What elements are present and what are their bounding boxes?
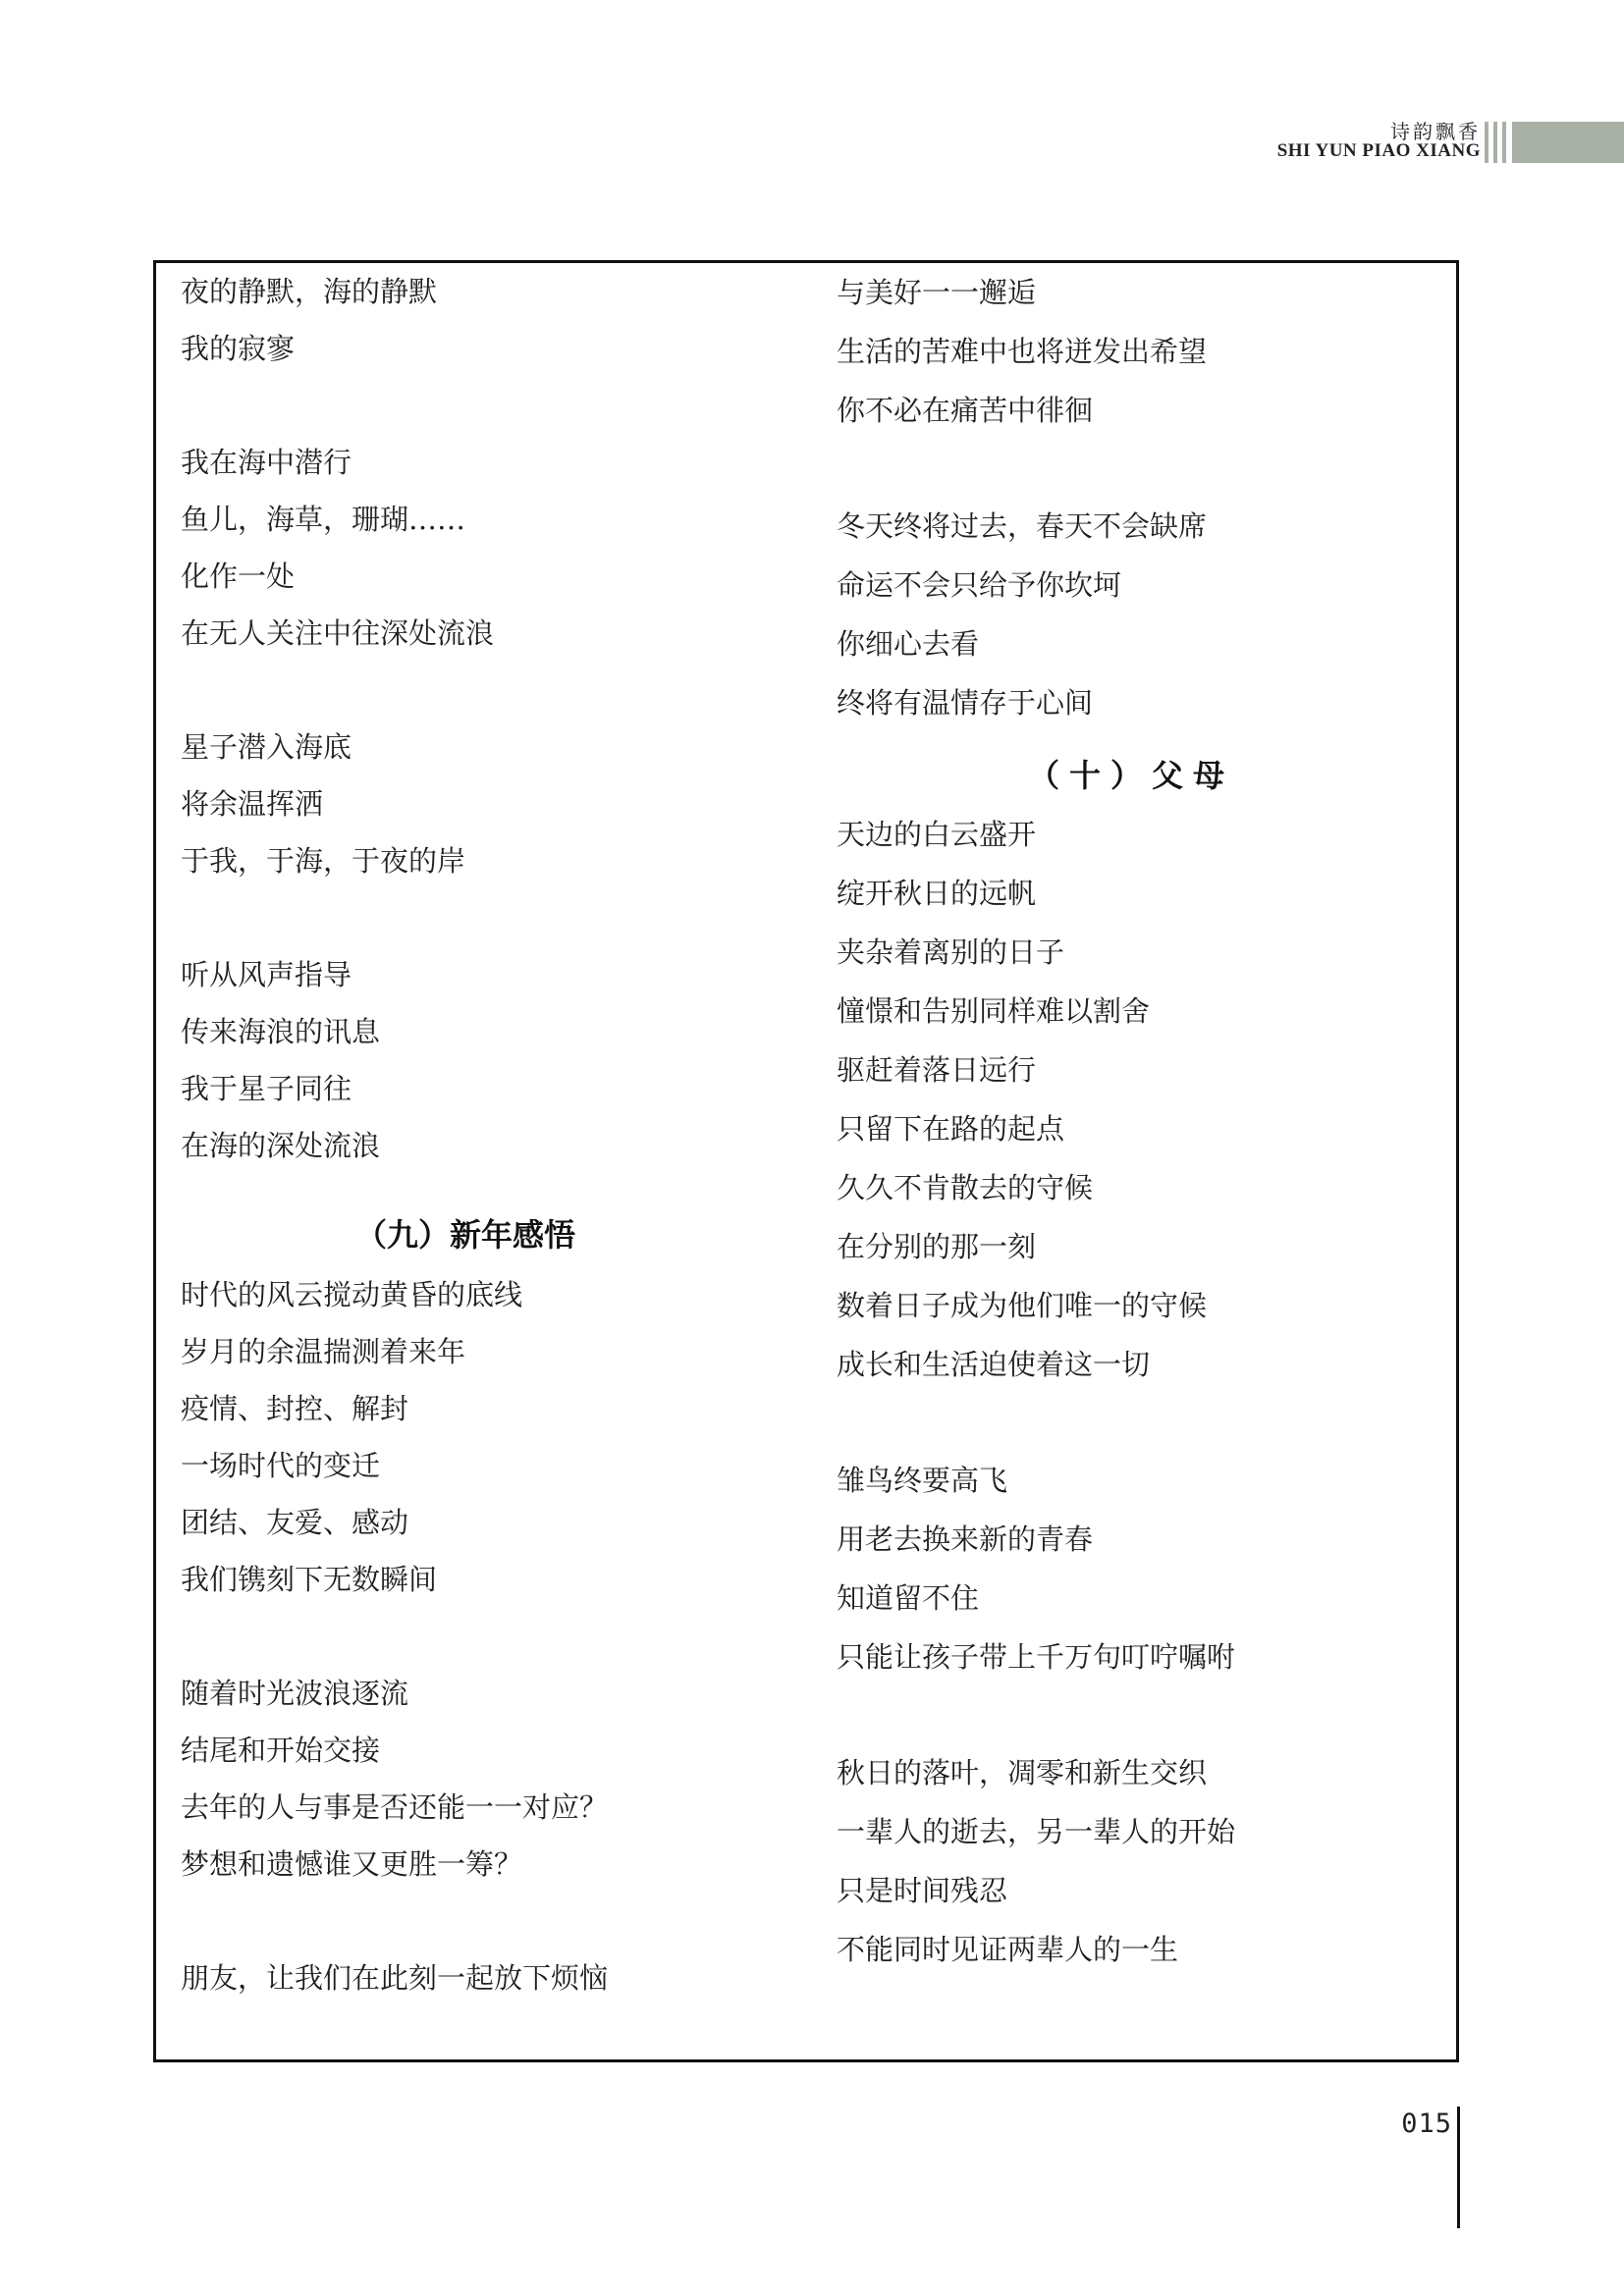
poem-line: 听从风声指导 [181,958,352,991]
poem-line: 一辈人的逝去，另一辈人的开始 [837,1815,1236,1848]
poem-line: 成长和生活迫使着这一切 [837,1348,1151,1381]
poem-line: 鱼儿，海草，珊瑚…… [181,503,466,536]
stanza [181,1949,731,2006]
left-column [181,263,731,2006]
poem-line: 于我，于海，于夜的岸 [181,844,466,878]
poem-line: 时代的风云搅动黄昏的底线 [181,1278,523,1311]
stanza [837,1743,1426,1979]
poem-line: 星子潜入海底 [181,730,352,764]
header-bar [1493,122,1497,163]
poem-line: 岁月的余温揣测着来年 [181,1335,466,1368]
poem-line: 不能同时见证两辈人的一生 [837,1933,1179,1966]
poem-title-9: （九）新年感悟 [354,1216,575,1254]
poem-line: 雏鸟终要高飞 [837,1464,1008,1497]
poem-line: 你细心去看 [837,627,980,661]
poem-line: 将余温挥洒 [181,787,324,821]
poem-line: 我在海中潜行 [181,446,352,479]
poem-line: 憧憬和告别同样难以割舍 [837,994,1151,1028]
poem-line: 只留下在路的起点 [837,1112,1065,1146]
poem-line: 只是时间残忍 [837,1874,1008,1907]
poem-line: 你不必在痛苦中徘徊 [837,394,1094,427]
page-number: 015 [1401,2109,1452,2139]
poem-line: 梦想和遗憾谁又更胜一筹？ [181,1847,523,1881]
poem-line: 与美好一一邂逅 [837,276,1037,309]
poem-line: 化作一处 [181,560,296,593]
poem-line: 朋友，让我们在此刻一起放下烦恼 [181,1961,609,1995]
header-bar-block [1512,122,1624,163]
stanza [837,1451,1426,1686]
stanza [181,719,731,889]
stanza [181,1665,731,1893]
poem-line: 疫情、封控、解封 [181,1392,409,1425]
poem-line: 团结、友爱、感动 [181,1506,409,1539]
poem-line: 秋日的落叶，凋零和新生交织 [837,1756,1208,1789]
header-bar [1485,122,1489,163]
poem-line: 在海的深处流浪 [181,1129,381,1162]
poem-line: 天边的白云盛开 [837,818,1037,851]
stanza [181,946,731,1174]
poem-line: 结尾和开始交接 [181,1734,381,1767]
poem-line: 用老去换来新的青春 [837,1522,1094,1556]
poem-line: 随着时光波浪逐流 [181,1677,409,1710]
poem-line: 一场时代的变迁 [181,1449,381,1482]
stanza [837,497,1426,732]
poem-line: 夜的静默，海的静默 [181,275,438,308]
header-decoration-bars [1485,122,1624,163]
poem-line: 在分别的那一刻 [837,1230,1037,1263]
stanza [181,434,731,662]
stanza [181,263,731,377]
header-title-en: SHI YUN PIAO XIANG [1276,140,1481,161]
poem-line: 我的寂寥 [181,332,296,365]
stanza [181,1266,731,1608]
poem-line: 我们镌刻下无数瞬间 [181,1563,438,1596]
poem-line: 驱赶着落日远行 [837,1053,1037,1087]
poem-line: 终将有温情存于心间 [837,686,1094,720]
header-title-cn: 诗韵飘香 [1390,120,1481,143]
page-number-rule [1457,2107,1460,2228]
poem-line: 生活的苦难中也将迸发出希望 [837,335,1208,368]
stanza [837,263,1426,440]
poem-line: 久久不肯散去的守候 [837,1171,1094,1204]
poem-line: 我于星子同往 [181,1072,352,1105]
header-bar [1502,122,1506,163]
stanza [837,805,1426,1394]
poem-line: 传来海浪的讯息 [181,1015,381,1048]
poem-line: 冬天终将过去，春天不会缺席 [837,509,1208,543]
poem-line: 绽开秋日的远帆 [837,877,1037,910]
poem-line: 在无人关注中往深处流浪 [181,616,495,650]
poem-line: 只能让孩子带上千万句叮咛嘱咐 [837,1640,1236,1674]
poem-line: 夹杂着离别的日子 [837,935,1065,969]
poem-line: 知道留不住 [837,1581,980,1615]
poem-line: 命运不会只给予你坎坷 [837,568,1122,602]
right-column [837,263,1426,1979]
poem-title-10: （十）父母 [1027,757,1234,794]
poem-line: 数着日子成为他们唯一的守候 [837,1289,1208,1322]
poem-line: 去年的人与事是否还能一一对应？ [181,1790,609,1824]
